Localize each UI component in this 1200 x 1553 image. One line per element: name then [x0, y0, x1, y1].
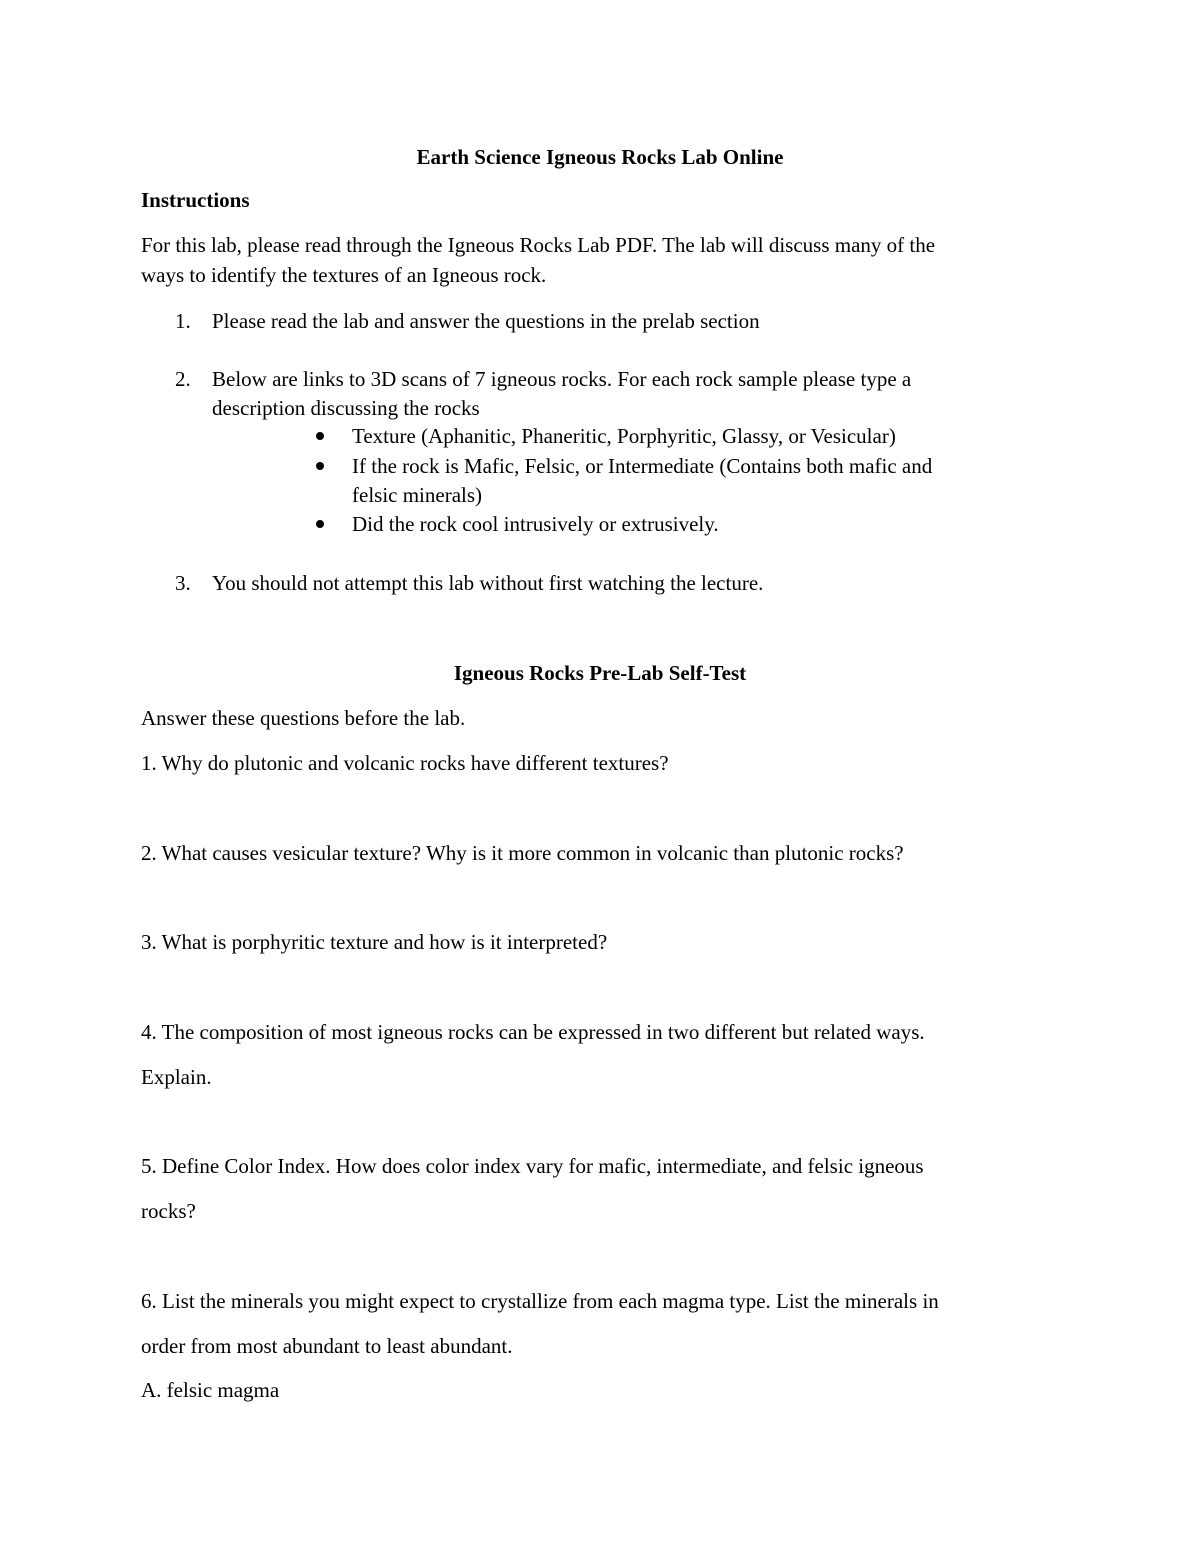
prelab-question-5-line-1: 5. Define Color Index. How does color index vary for mafic, intermediate, and felsic igneous — [141, 1154, 924, 1178]
prelab-question-4-line-1: 4. The composition of most igneous rocks can be expressed in two different but related ways. — [141, 1020, 925, 1044]
instruction-item-3-marker: 3. — [175, 571, 191, 595]
prelab-sub-item-felsic: A. felsic magma — [141, 1378, 280, 1402]
instruction-item-1-text: Please read the lab and answer the questions in the prelab section — [212, 309, 760, 333]
prelab-question-5-line-2: rocks? — [141, 1199, 196, 1223]
prelab-question-2: 2. What causes vesicular texture? Why is it more common in volcanic than plutonic rocks? — [141, 841, 904, 865]
bullet-item-texture: Texture (Aphanitic, Phaneritic, Porphyritic, Glassy, or Vesicular) — [352, 424, 896, 448]
prelab-question-3: 3. What is porphyritic texture and how is it interpreted? — [141, 930, 608, 954]
bullet-point — [316, 462, 324, 470]
instruction-item-2-marker: 2. — [175, 367, 191, 391]
instructions-intro-line-2: ways to identify the textures of an Igneous rock. — [141, 263, 547, 287]
prelab-heading: Igneous Rocks Pre-Lab Self-Test — [453, 661, 747, 685]
prelab-question-4-line-2: Explain. — [141, 1065, 212, 1089]
bullet-item-composition-line-1: If the rock is Mafic, Felsic, or Intermediate (Contains both mafic and — [352, 454, 933, 478]
instruction-item-3-text: You should not attempt this lab without first watching the lecture. — [212, 571, 764, 595]
bullet-item-cooling: Did the rock cool intrusively or extrusively. — [352, 512, 719, 536]
bullet-point — [316, 432, 324, 440]
instructions-heading: Instructions — [141, 188, 250, 212]
prelab-intro: Answer these questions before the lab. — [141, 706, 466, 730]
prelab-question-1: 1. Why do plutonic and volcanic rocks have different textures? — [141, 751, 669, 775]
bullet-point — [316, 520, 324, 528]
prelab-question-6-line-1: 6. List the minerals you might expect to crystallize from each magma type. List the minerals in — [141, 1289, 939, 1313]
prelab-question-6-line-2: order from most abundant to least abundant. — [141, 1334, 513, 1358]
instruction-item-2-text-line-1: Below are links to 3D scans of 7 igneous rocks. For each rock sample please type a — [212, 367, 912, 391]
document-title: Earth Science Igneous Rocks Lab Online — [416, 145, 784, 169]
bullet-item-composition-line-2: felsic minerals) — [352, 483, 483, 507]
instruction-item-2-text-line-2: description discussing the rocks — [212, 396, 480, 420]
instruction-item-1-marker: 1. — [175, 309, 191, 333]
instructions-intro-line-1: For this lab, please read through the Igneous Rocks Lab PDF. The lab will discuss many of the — [141, 233, 936, 257]
